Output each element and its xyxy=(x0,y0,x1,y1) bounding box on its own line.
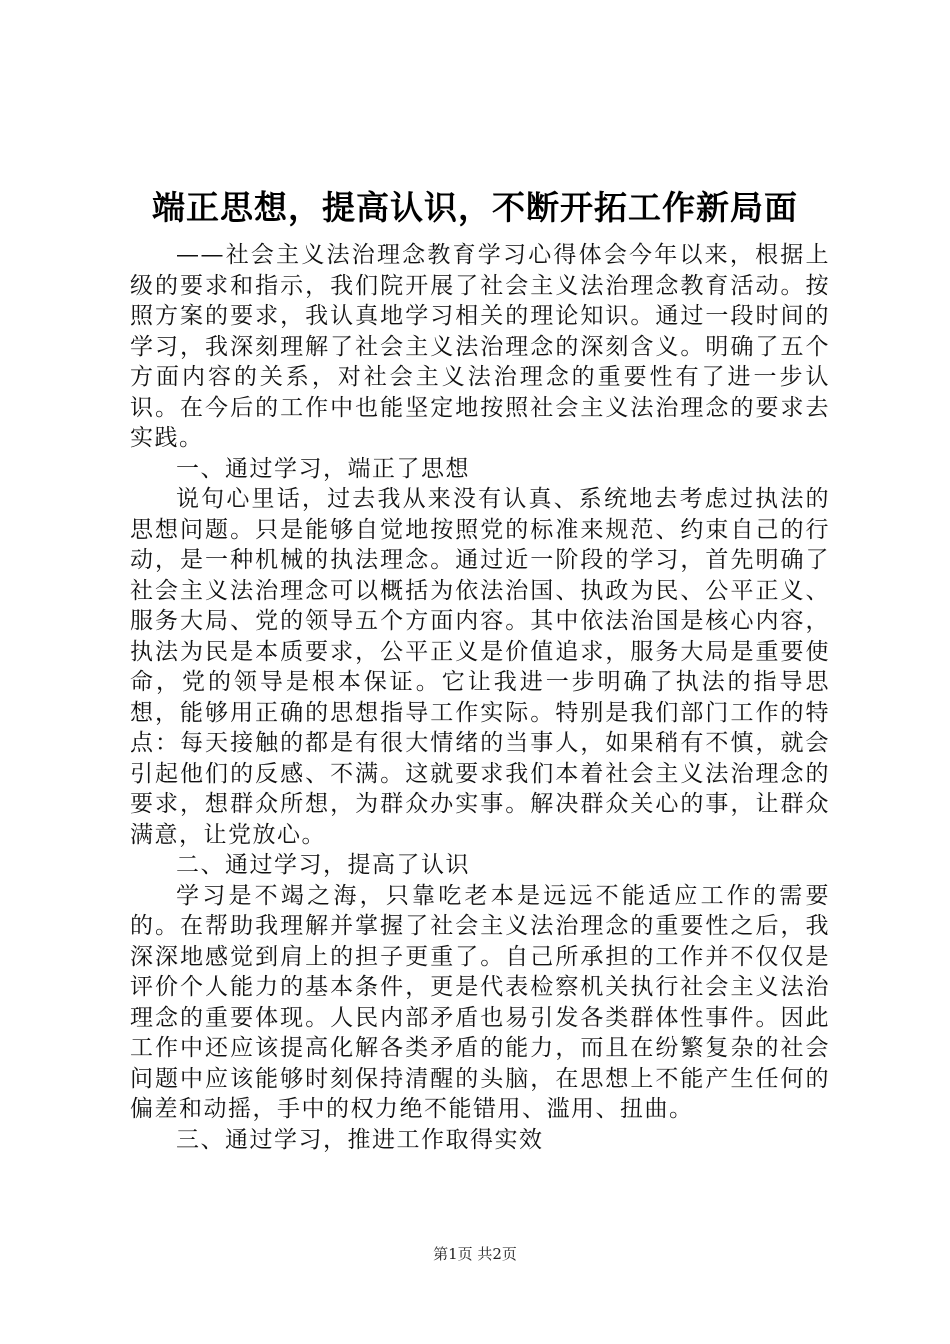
page-number-footer: 第1页 共2页 xyxy=(433,1245,517,1263)
document-body xyxy=(130,240,830,1155)
paragraph-intro: ——社会主义法治理念教育学习心得体会今年以来，根据上级的要求和指示，我们院开展了社会主义法治理念教育活动。按照方案的要求，我认真地学习相关的理论知识。通过一段时间的学习，我深刻理解了社会主义法治理念的深刻含义。明确了五个方面内容的关系，对社会主义法治理念的重要性有了进一步认识。在今后的工作中也能坚定地按照社会主义法治理念的要求去实践。 xyxy=(130,242,830,451)
section-heading-2: 二、通过学习，提高了认识 xyxy=(176,852,470,878)
paragraph-section-2: 学习是不竭之海，只靠吃老本是远远不能适应工作的需要的。在帮助我理解并掌握了社会主义法治理念的重要性之后，我深深地感觉到肩上的担子更重了。自己所承担的工作并不仅仅是评价个人能力的基本条件，更是代表检察机关执行社会主义法治理念的重要体现。人民内部矛盾也易引发各类群体性事件。因此工作中还应该提高化解各类矛盾的能力，而且在纷繁复杂的社会问题中应该能够时刻保持清醒的头脑，在思想上不能产生任何的偏差和动摇，手中的权力绝不能错用、滥用、扭曲。 xyxy=(130,882,830,1122)
section-heading-3: 三、通过学习，推进工作取得实效 xyxy=(176,1126,544,1153)
section-heading-1: 一、通过学习，端正了思想 xyxy=(176,455,470,482)
paragraph-section-1: 说句心里话，过去我从来没有认真、系统地去考虑过执法的思想问题。只是能够自觉地按照党的标准来规范、约束自己的行动，是一种机械的执法理念。通过近一阶段的学习，首先明确了社会主义法治理念可以概括为依法治国、执政为民、公平正义、服务大局、党的领导五个方面内容。其中依法治国是核心内容，执法为民是本质要求，公平正义是价值追求，服务大局是重要使命，党的领导是根本保证。它让我进一步明确了执法的指导思想，能够用正确的思想指导工作实际。特别是我们部门工作的特点：每天接触的都是有很大情绪的当事人，如果稍有不慎，就会引起他们的反感、不满。这就要求我们本着社会主义法治理念的要求，想群众所想，为群众办实事。解决群众关心的事，让群众满意，让党放心。 xyxy=(130,486,830,848)
document-title: 端正思想，提高认识，不断开拓工作新局面 xyxy=(152,188,798,227)
